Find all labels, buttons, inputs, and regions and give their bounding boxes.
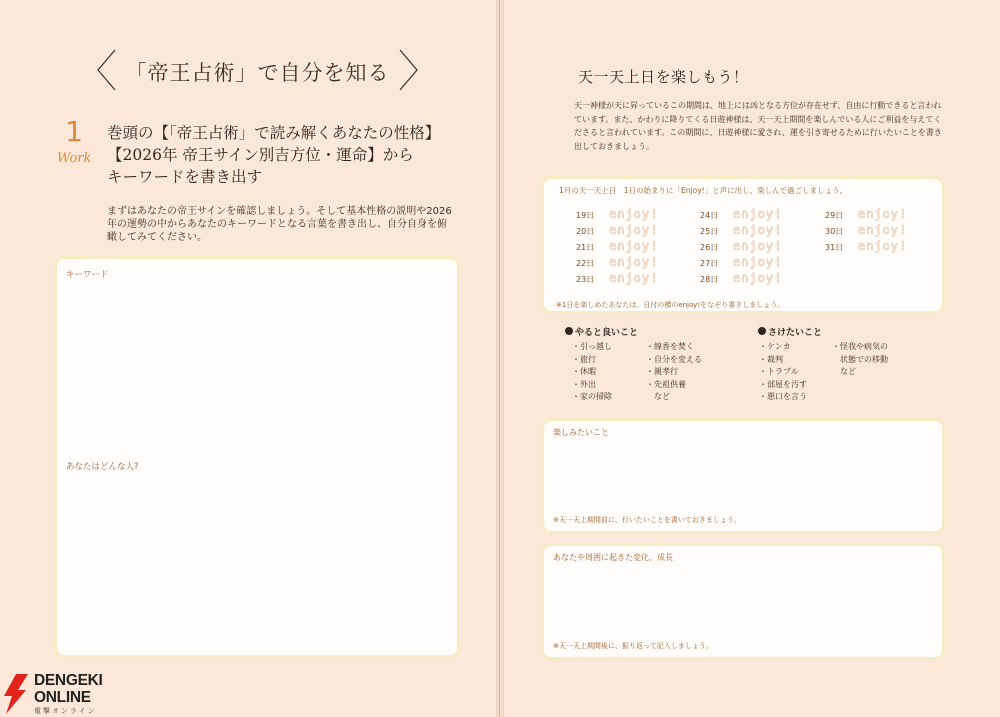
list-item: 状態での移動 [832,354,888,364]
work-label: Work [57,151,92,166]
changes-growth-box[interactable] [541,543,945,660]
enjoy-trace-text[interactable]: enjoy! [609,271,659,285]
list-item: ・引っ越し [572,342,612,351]
enjoy-trace-text[interactable]: enjoy! [858,207,908,221]
list-item: ・先祖供養 [646,379,686,389]
work-heading-line: 巻頭の【「帝王占術」で読み解くあなたの性格】 [107,124,441,142]
bullet-dot-icon [565,327,573,335]
watermark-subtitle: 電撃オンライン [34,707,97,715]
enjoy-trace-text[interactable]: enjoy! [733,239,783,253]
enjoy-trace-text[interactable]: enjoy! [733,223,783,237]
list-item: ・ケンカ [759,342,791,351]
keyword-label: キーワード [66,270,109,280]
right-chevron-bracket-icon [398,48,420,92]
enjoy-trace-text[interactable]: enjoy! [609,207,659,221]
tenichi-description: 天一神様が天に昇っているこの期間は、地上には凶となる方位が存在せず、自由に行動できると言われています。また、かわりに降りてくる日遊神様は、天一天上期間を楽しんでいる人にご利益を与えてくださると言われています。この期間に、日遊神様に愛され、運を引き寄せるために行いたいことを書き出しておきましょう。 [574,101,942,151]
day-label: 26日 [700,243,719,252]
avoid-things-heading [758,325,822,338]
work-heading [107,122,477,188]
avoid-things-list-1 [759,341,807,404]
day-label: 30日 [825,227,844,236]
enjoy-trace-text[interactable]: enjoy! [609,255,659,269]
enjoy-calendar-heading: 1月の天一天上日 1日の始まりに「Enjoy!」と声に出し、楽しんで過ごしましょう。 [559,186,848,195]
good-things-heading [565,325,638,338]
work-heading-line: キーワードを書き出す [107,168,263,186]
fun-plans-box[interactable] [541,418,945,534]
work-heading-line: 【2026年 帝王サイン別吉方位・運命】から [107,146,414,164]
who-are-you-label: あなたはどんな人? [66,462,139,472]
list-item: ・線香を焚く [646,342,694,351]
tenichi-title: 天一天上日を楽しもう！ [578,68,749,86]
enjoy-trace-text[interactable]: enjoy! [609,223,659,237]
list-item: ・旅行 [572,354,596,364]
list-item: ・家の掃除 [572,392,612,401]
list-item: など [832,367,856,376]
avoid-things-list-2 [832,341,888,379]
watermark-title [34,672,103,706]
fun-plans-label: 楽しみたいこと [553,428,609,437]
left-chevron-bracket-icon [95,48,117,92]
enjoy-trace-text[interactable]: enjoy! [733,207,783,221]
day-label: 28日 [700,275,719,284]
day-label: 20日 [576,227,595,236]
enjoy-trace-text[interactable]: enjoy! [858,239,908,253]
good-things-title: やると良いこと [575,328,639,338]
day-label: 27日 [700,259,719,268]
list-item: ・部屋を汚す [759,379,807,389]
page-title-block [95,48,420,92]
enjoy-trace-text[interactable]: enjoy! [858,223,908,237]
good-things-list-2 [646,341,702,404]
day-label: 23日 [576,275,595,284]
fun-plans-note: ※天一天上期間前に、行いたいことを書いておきましょう。 [553,516,741,524]
keyword-writing-box[interactable] [54,256,460,658]
list-item: ・悪口を言う [759,392,807,401]
day-label: 22日 [576,259,595,268]
avoid-things-title: さけたいこと [768,328,823,338]
enjoy-trace-text[interactable]: enjoy! [609,239,659,253]
dengeki-online-watermark [0,668,130,717]
list-item: ・親孝行 [646,367,678,376]
enjoy-calendar-box [541,176,945,314]
gutter-line [499,0,500,717]
list-item: ・怪我や病気の [832,342,888,351]
list-item: ・裁判 [759,354,783,364]
day-label: 31日 [825,243,844,252]
enjoy-trace-text[interactable]: enjoy! [733,271,783,285]
bullet-dot-icon [758,327,766,335]
changes-growth-note: ※天一天上期間後に、振り返って記入しましょう。 [553,642,713,650]
intro-text: まずはあなたの帝王サインを確認しましょう。そして基本性格の説明や2026年の運勢の中からあなたのキーワードとなる言葉を書き出し、自分自身を俯瞰してみてください。 [107,206,452,243]
list-item: ・外出 [572,379,596,389]
book-gutter [496,0,504,717]
watermark-title-line: DENGEKI [34,672,103,689]
work-number: 1 [65,115,83,148]
watermark-title-line: ONLINE [34,689,91,706]
day-label: 29日 [825,211,844,220]
good-things-list-1 [572,341,612,404]
enjoy-note: ※1日を楽しめたあなたは、日付の横のenjoy!をなぞり書きしましょう。 [556,301,785,309]
day-label: 19日 [576,211,595,220]
list-item: ・トラブル [759,367,799,376]
day-label: 25日 [700,227,719,236]
lightning-bolt-icon [2,674,30,714]
list-item: ・休暇 [572,367,596,376]
list-item: など [646,392,670,401]
enjoy-trace-text[interactable]: enjoy! [733,255,783,269]
day-label: 21日 [576,243,595,252]
day-label: 24日 [700,211,719,220]
list-item: ・自分を変える [646,354,702,364]
changes-growth-label: あなたや周囲に起きた変化、成長 [553,553,673,562]
page-title: 「帝王占術」で自分を知る [125,61,390,85]
